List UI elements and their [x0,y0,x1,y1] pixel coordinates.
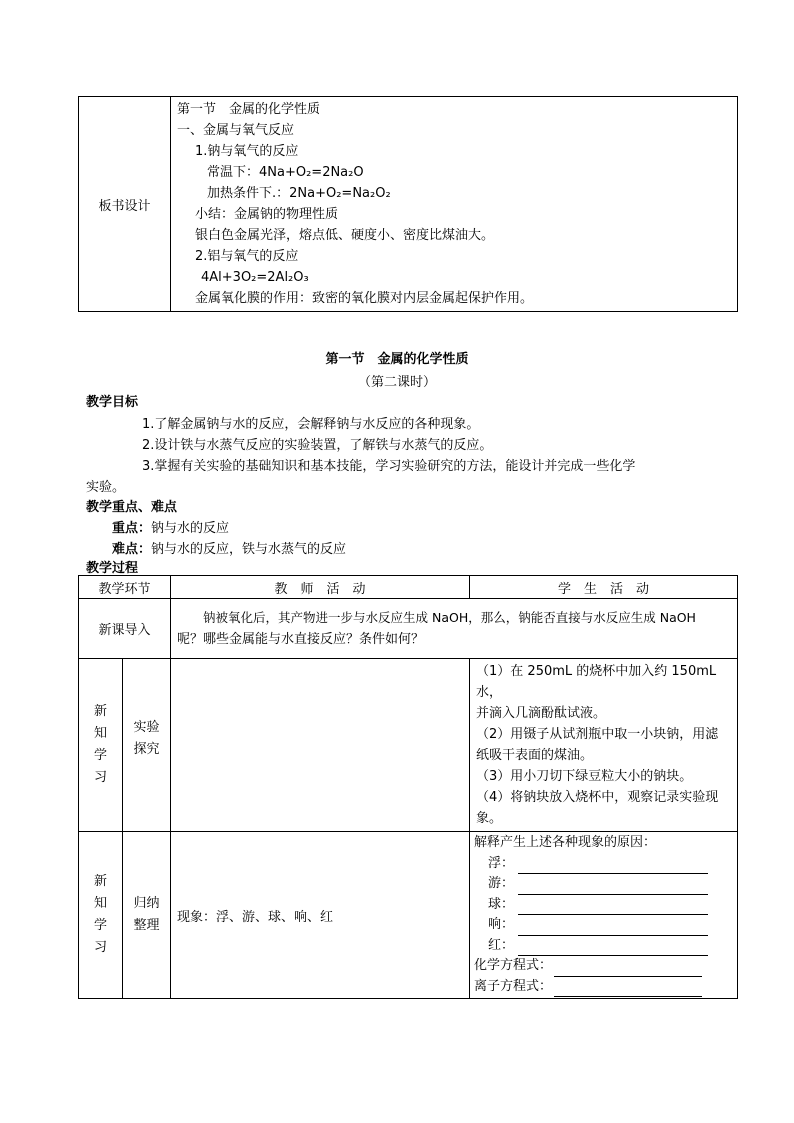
student-step: 并滴入几滴酚酞试液。 [476,706,607,721]
board-line: 加热条件下.：2Na+O₂=Na₂O₂ [207,186,391,201]
phenomenon-label: 游： [488,876,515,891]
process-heading: 教学过程 [86,561,139,576]
student-step: 纸吸干表面的煤油。 [476,748,594,763]
board-line: 常温下：4Na+O₂=2Na₂O [207,165,364,180]
key-heading: 教学重点、难点 [86,500,178,515]
board-line: 2.铝与氧气的反应 [195,249,299,264]
phenomenon-row [474,936,733,957]
stage-char: 知 [93,726,107,741]
phenomenon-row [474,915,733,936]
teaching-process-table [78,575,738,999]
intro-text [171,599,738,659]
board-line: 一、金属与氧气反应 [177,123,295,138]
experiment-teacher [171,659,470,832]
header-teacher: 教 师 活 动 [171,576,470,599]
goal-item: 2.设计铁与水蒸气反应的实验装置，了解铁与水蒸气的反应。 [142,438,493,453]
summary-stage [79,832,123,999]
intro-line: 呢？哪些金属能与水直接反应？条件如何？ [177,631,425,647]
substage-text: 归纳 [133,896,160,911]
board-line: 银白色金属光泽，熔点低、硬度小、密度比煤油大。 [195,228,495,243]
phenomenon-row [474,895,733,916]
lesson-subtitle: （第二课时） [357,375,436,390]
lesson-title: 第一节 金属的化学性质 [325,352,469,367]
board-design-label: 板书设计 [79,97,171,312]
key-text: 钠与水的反应 [151,521,230,536]
student-step: （1）在 250mL 的烧杯中加入约 150mL 水， [476,664,717,700]
board-line: 小结：金属钠的物理性质 [195,207,339,222]
student-step: （2）用镊子从试剂瓶中取一小块钠，用滤 [476,727,719,742]
answer-blank[interactable] [518,899,708,915]
stage-char: 学 [93,748,107,763]
key-point [112,517,229,536]
answer-blank[interactable] [554,961,702,977]
header-stage: 教学环节 [79,576,171,599]
stage-char: 学 [93,918,107,933]
intro-stage: 新课导入 [79,599,171,659]
board-line: 第一节 金属的化学性质 [177,102,321,117]
board-design-table [78,96,738,312]
board-line: 1.钠与氧气的反应 [195,144,299,159]
student-step: 象。 [476,811,503,826]
answer-blank[interactable] [518,940,708,956]
difficult-label: 难点： [112,542,152,557]
board-design-content [171,97,738,312]
stage-char: 知 [93,896,107,911]
substage-text: 整理 [133,918,160,933]
phenomenon-row [474,874,733,895]
stage-char: 习 [93,770,107,785]
substage-text: 实验 [133,720,160,735]
summary-student [470,832,738,999]
student-step: （4）将钠块放入烧杯中，观察记录实验现 [476,790,719,805]
experiment-stage [79,659,123,832]
summary-teacher: 现象：浮、游、球、响、红 [171,832,470,999]
explain-prompt: 解释产生上述各种现象的原因： [474,835,657,850]
difficult-point [112,538,346,557]
phenomenon-label: 响： [488,917,515,932]
stage-char: 新 [93,704,107,719]
key-label: 重点： [112,521,152,536]
board-line: 4Al+3O₂=2Al₂O₃ [201,270,309,285]
answer-blank[interactable] [518,920,708,936]
summary-substage [123,832,171,999]
substage-text: 探究 [133,742,160,757]
board-line: 金属氧化膜的作用：致密的氧化膜对内层金属起保护作用。 [195,291,534,306]
student-step: （3）用小刀切下绿豆粒大小的钠块。 [476,769,693,784]
difficult-text: 钠与水的反应，铁与水蒸气的反应 [151,542,347,557]
goals-heading: 教学目标 [86,395,139,410]
equation-row [474,956,733,977]
intro-line: 钠被氧化后，其产物进一步与水反应生成 NaOH，那么，钠能否直接与水反应生成 NaOH [203,609,696,625]
experiment-student [470,659,738,832]
phenomenon-row [474,854,733,875]
header-student: 学 生 活 动 [470,576,738,599]
equation-label: 离子方程式： [474,978,553,994]
phenomenon-label: 浮： [488,855,515,871]
phenomenon-label: 红： [488,937,515,953]
stage-char: 新 [93,874,107,889]
answer-blank[interactable] [518,879,708,895]
goal-item: 实验。 [86,480,126,495]
stage-char: 习 [93,940,107,955]
equation-label: 化学方程式： [474,958,553,973]
goal-item: 1.了解金属钠与水的反应，会解释钠与水反应的各种现象。 [142,417,480,432]
goal-item: 3.掌握有关实验的基础知识和基本技能，学习实验研究的方法，能设计并完成一些化学 [142,459,636,474]
equation-row [474,977,733,998]
phenomenon-label: 球： [488,896,515,912]
experiment-substage [123,659,171,832]
answer-blank[interactable] [518,858,708,874]
answer-blank[interactable] [554,981,702,997]
